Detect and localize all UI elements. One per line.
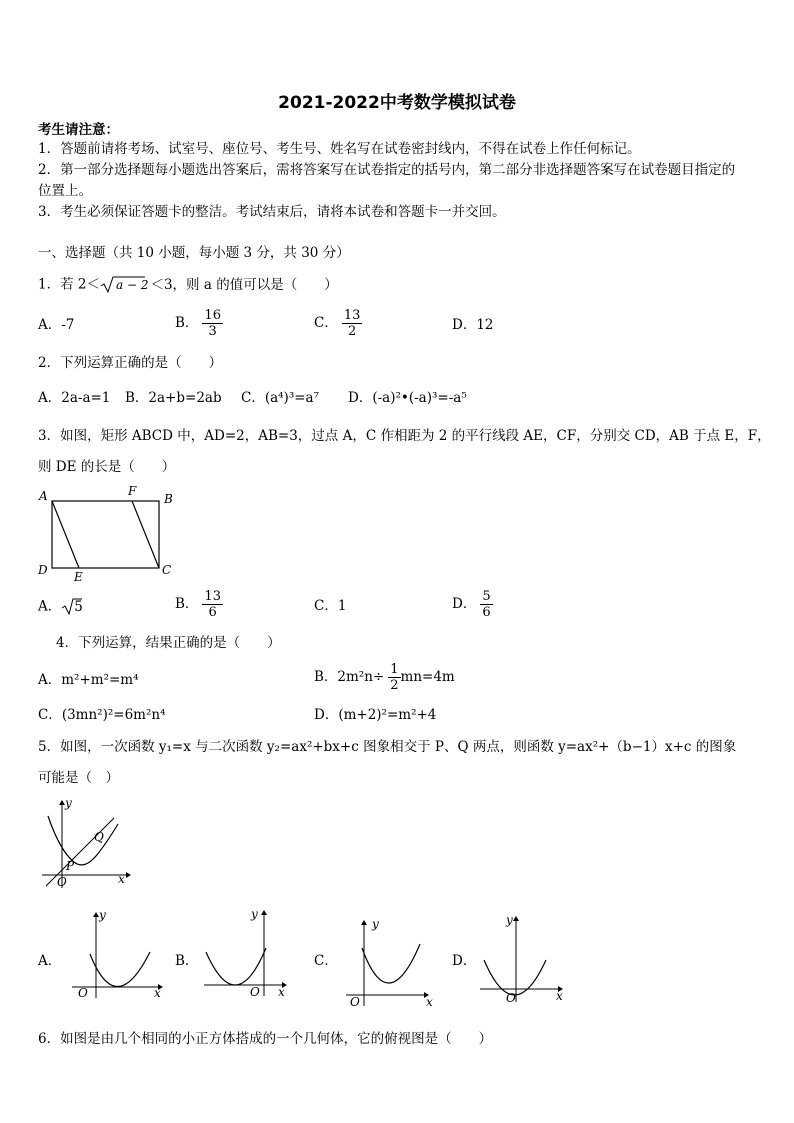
q3-b-num: 13 <box>204 589 221 604</box>
q5-a-origin: O <box>78 986 88 1000</box>
q5-b-y-label: y <box>251 907 258 921</box>
q5-d-y-label: y <box>506 913 513 927</box>
q5-c-x-label: x <box>426 995 433 1008</box>
q5-option-b-label: B． <box>175 953 199 969</box>
notice-heading: 考生请注意： <box>38 122 119 138</box>
q3-label-f: F <box>128 484 137 498</box>
q5-stem-1: 5．如图，一次函数 y₁=x 与二次函数 y₂=ax²+bx+c 图象相交于 P、Q 两点，则函数 y=ax²+（b−1）x+c 的图象 <box>38 739 737 755</box>
notice-item-2-cont: 位置上。 <box>38 183 92 199</box>
q1-prefix: 1．若 2＜ <box>38 276 100 293</box>
q3-b-den: 6 <box>208 605 217 620</box>
q5-axis-y: y <box>65 796 72 810</box>
q4-b-num: 1 <box>390 662 399 677</box>
q4-stem: 4．下列运算，结果正确的是（ ） <box>56 635 281 651</box>
q5-option-a-label: A． <box>38 953 62 969</box>
q5-d-x-label: x <box>556 989 563 1003</box>
q1-option-d: D．12 <box>452 317 494 333</box>
q3-option-a: A． 5 <box>38 597 92 617</box>
q1-option-c: C． $\frac{13}{2}$ <box>314 308 361 339</box>
q1-b-num: 16 <box>204 308 221 323</box>
q3-stem-2: 则 DE 的长是（ ） <box>38 459 176 475</box>
q4-option-c: C．(3mn²)²=6m²n⁴ <box>38 707 166 723</box>
q3-rectangle-figure <box>34 484 180 584</box>
q3-option-c: C．1 <box>314 598 347 614</box>
q1-c-den: 2 <box>347 324 357 339</box>
q2-option-c: C．(a⁴)³=a⁷ <box>241 390 320 406</box>
q3-a-radicand: 5 <box>74 598 83 615</box>
q1-c-num: 13 <box>343 308 361 323</box>
q4-option-a: A．m²+m²=m⁴ <box>38 672 139 688</box>
q4-b-den: 2 <box>390 678 399 693</box>
q5-b-origin: O <box>250 985 260 999</box>
q3-label-b: B <box>164 492 173 506</box>
q1-radicand: a − 2 <box>115 277 149 292</box>
q5-c-origin: O <box>350 995 360 1008</box>
q3-label-e: E <box>74 570 83 584</box>
q5-option-c-graph <box>342 914 442 1008</box>
q3-label-c: C <box>162 563 172 577</box>
q5-point-p: P <box>66 859 75 873</box>
q5-a-x-label: x <box>154 986 161 1000</box>
q5-main-figure <box>34 796 134 892</box>
notice-item-1: 1．答题前请将考场、试室号、座位号、考生号、姓名写在试卷密封线内，不得在试卷上作任何标记。 <box>38 141 641 157</box>
q2-option-a: A．2a-a=1 <box>38 390 111 406</box>
q3-d-num: 5 <box>482 589 491 604</box>
q2-option-d: D．(-a)²•(-a)³=-a⁵ <box>348 390 467 406</box>
q5-point-q: Q <box>94 830 104 844</box>
q5-axis-x: x <box>118 872 125 886</box>
q5-option-d-label: D． <box>452 953 477 969</box>
q5-option-a-graph <box>68 908 168 1000</box>
q5-a-y-label: y <box>99 908 106 922</box>
q1-option-b: B． $\frac{16}{3}$ <box>175 308 221 339</box>
q4-option-b: B．2m²n÷ $\frac{1}{2}$ mn=4m <box>314 662 455 693</box>
notice-item-2: 2．第一部分选择题每小题选出答案后，需将答案写在试卷指定的括号内，第二部分非选择题答案写在试卷题目指定的 <box>38 162 736 178</box>
q5-c-y-label: y <box>372 917 379 931</box>
q1-b-den: 3 <box>208 324 217 339</box>
q3-d-den: 6 <box>482 605 491 620</box>
q5-option-c-label: C． <box>314 953 338 969</box>
q3-stem-1: 3．如图，矩形 ABCD 中，AD=2，AB=3，过点 A，C 作相距为 2 的平行线段 AE，CF，分别交 CD，AB 于点 E，F， <box>38 428 771 444</box>
page-title: 2021-2022中考数学模拟试卷 <box>278 93 516 113</box>
q1-option-a: A．-7 <box>38 317 75 333</box>
q6-stem: 6．如图是由几个相同的小正方体搭成的一个几何体，它的俯视图是（ ） <box>38 1031 493 1047</box>
q2-stem: 2．下列运算正确的是（ ） <box>38 355 223 371</box>
q4-option-d: D．(m+2)²=m²+4 <box>314 707 437 723</box>
q2-option-b: B．2a+b=2ab <box>125 390 222 406</box>
q1-suffix: ＜3，则 a 的值可以是（ ） <box>150 276 338 293</box>
q1-stem <box>38 275 338 295</box>
q3-label-d: D <box>38 563 48 577</box>
q5-option-d-graph <box>476 910 576 1006</box>
q3-option-b: B． $\frac{13}{6}$ <box>175 589 221 620</box>
q5-b-x-label: x <box>278 985 285 999</box>
q5-stem-2: 可能是（ ） <box>38 770 119 786</box>
q5-option-b-graph <box>200 906 300 1000</box>
q5-origin: O <box>57 875 67 889</box>
notice-item-3: 3．考生必须保证答题卡的整洁。考试结束后，请将本试卷和答题卡一并交回。 <box>38 204 506 220</box>
section-heading: 一、选择题（共 10 小题，每小题 3 分，共 30 分） <box>38 245 350 261</box>
q3-option-d: D． $\frac{5}{6}$ <box>452 589 491 620</box>
q5-d-origin: O <box>506 991 516 1005</box>
q3-label-a: A <box>39 489 48 503</box>
